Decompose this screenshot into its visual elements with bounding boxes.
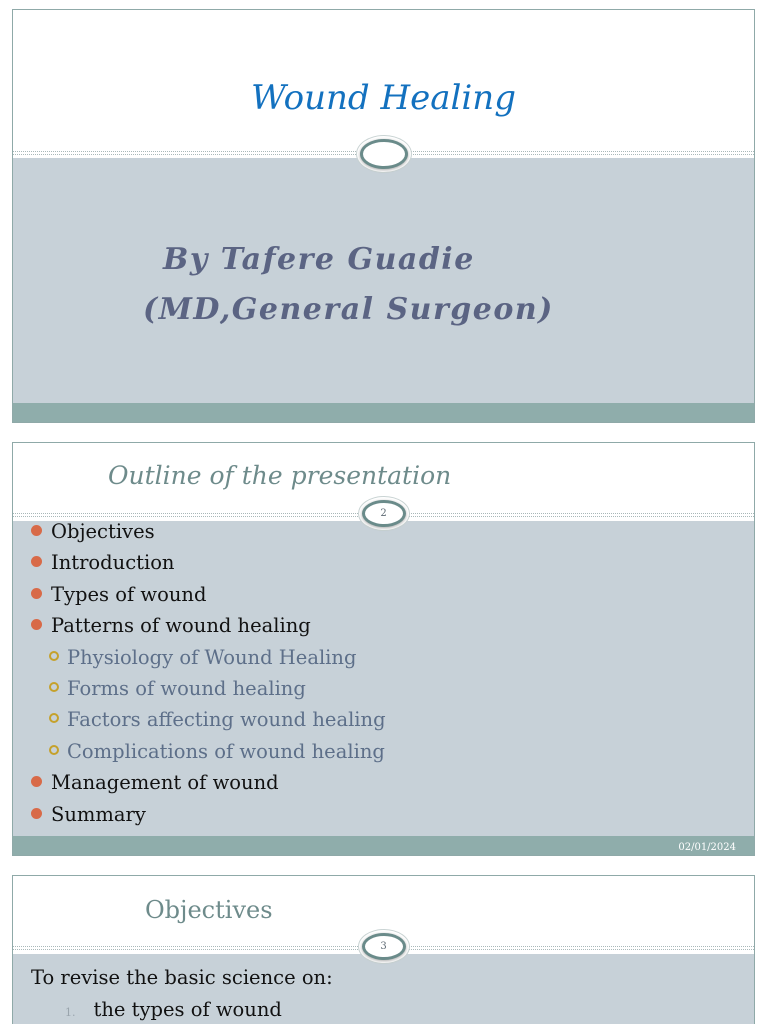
bullet-text: Introduction (51, 551, 175, 575)
bullet-text: Complications of wound healing (67, 739, 385, 763)
ring-bullet-icon (49, 682, 59, 692)
slide-title-area (13, 10, 754, 158)
slide-footer-bar (13, 403, 754, 422)
bullet-text: Patterns of wound healing (51, 614, 311, 638)
ring-bullet-icon (49, 745, 59, 755)
title-slide (12, 9, 755, 423)
item-number: 1. (65, 1006, 76, 1019)
dot-bullet-icon (31, 588, 42, 599)
slide-number-badge: 3 (362, 933, 406, 960)
slide-content-area (13, 158, 754, 422)
outline-slide (12, 442, 755, 856)
ring-bullet-icon (49, 651, 59, 661)
bullet-text: Summary (51, 802, 146, 826)
slide-number-badge: 2 (362, 500, 406, 527)
bullet-text: Types of wound (51, 582, 207, 606)
numbered-item (65, 998, 282, 1021)
presentation-title: Wound Healing (251, 78, 516, 118)
dot-bullet-icon (31, 525, 42, 536)
item-text: the types of wound (93, 998, 282, 1021)
objectives-slide (12, 875, 755, 1024)
bullet-text: Objectives (51, 520, 155, 543)
bullet-text: Physiology of Wound Healing (67, 645, 357, 669)
bullet-text: Forms of wound healing (67, 676, 306, 700)
author-name: By Tafere Guadie (163, 242, 475, 277)
author-credentials: (MD,General Surgeon) (143, 292, 554, 327)
bullet-text: Management of wound (51, 771, 279, 795)
slide-title: Objectives (145, 896, 273, 924)
objectives-intro: To revise the basic science on: (31, 966, 333, 989)
slide-number-badge (360, 139, 408, 169)
bullet-text: Factors affecting wound healing (67, 708, 386, 732)
slide-title: Outline of the presentation (108, 461, 452, 490)
dot-bullet-icon (31, 808, 42, 819)
slide-date: 02/01/2024 (678, 842, 736, 853)
slide-footer-bar (13, 836, 754, 855)
